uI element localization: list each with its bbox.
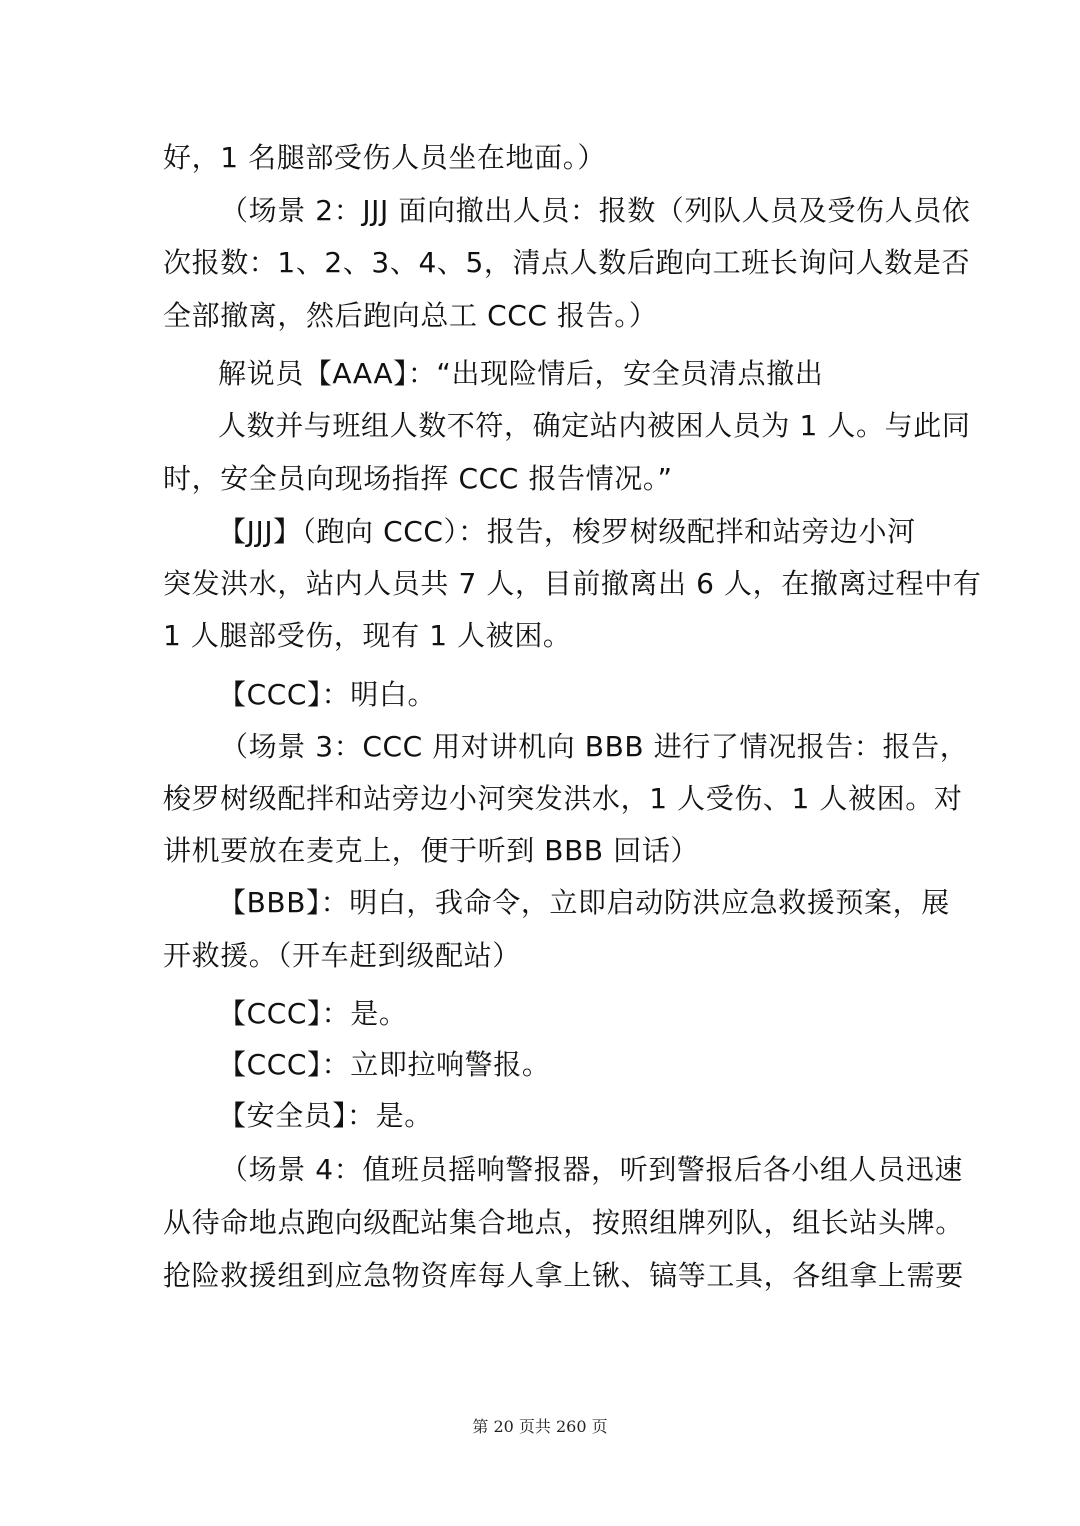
text-line: 【JJJ】（跑向 CCC）：报告，梭罗树级配拌和站旁边小河 xyxy=(218,515,916,548)
text-line: 次报数：1、2、3、4、5，清点人数后跑向工班长询问人数是否 xyxy=(163,246,971,279)
text-line: 时，安全员向现场指挥 CCC 报告情况。” xyxy=(163,462,673,495)
text-line: （场景 3：CCC 用对讲机向 BBB 进行了情况报告：报告， xyxy=(220,730,969,763)
text-line: 【CCC】：是。 xyxy=(218,997,408,1030)
text-line: 好，1 名腿部受伤人员坐在地面。） xyxy=(163,141,606,174)
text-line: 人数并与班组人数不符，确定站内被困人员为 1 人。与此同 xyxy=(218,409,971,442)
text-line: 全部撤离，然后跑向总工 CCC 报告。） xyxy=(163,299,658,332)
page-number: 第 20 页共 260 页 xyxy=(472,1417,608,1436)
text-line: （场景 4：值班员摇响警报器，听到警报后各小组人员迅速 xyxy=(220,1153,963,1186)
text-line: 开救援。（开车赶到级配站） xyxy=(163,939,521,972)
text-line: 解说员【AAA】：“出现险情后，安全员清点撤出 xyxy=(218,357,824,390)
text-line: （场景 2：JJJ 面向撤出人员：报数（列队人员及受伤人员依 xyxy=(220,194,971,227)
text-line: 抢险救援组到应急物资库每人拿上锹、镐等工具，各组拿上需要 xyxy=(163,1259,964,1292)
text-line: 讲机要放在麦克上，便于听到 BBB 回话） xyxy=(163,834,700,867)
text-line: 从待命地点跑向级配站集合地点，按照组牌列队，组长站头牌。 xyxy=(163,1206,964,1239)
text-line: 突发洪水，站内人员共 7 人，目前撤离出 6 人，在撤离过程中有 xyxy=(163,567,982,600)
text-line: 【CCC】：立即拉响警报。 xyxy=(218,1048,551,1081)
text-line: 梭罗树级配拌和站旁边小河突发洪水，1 人受伤、1 人被困。对 xyxy=(163,782,963,815)
text-line: 1 人腿部受伤，现有 1 人被困。 xyxy=(163,619,572,652)
text-line: 【CCC】：明白。 xyxy=(218,678,437,711)
text-line: 【BBB】：明白，我命令，立即启动防洪应急救援预案，展 xyxy=(218,886,950,919)
text-line: 【安全员】：是。 xyxy=(218,1099,433,1132)
